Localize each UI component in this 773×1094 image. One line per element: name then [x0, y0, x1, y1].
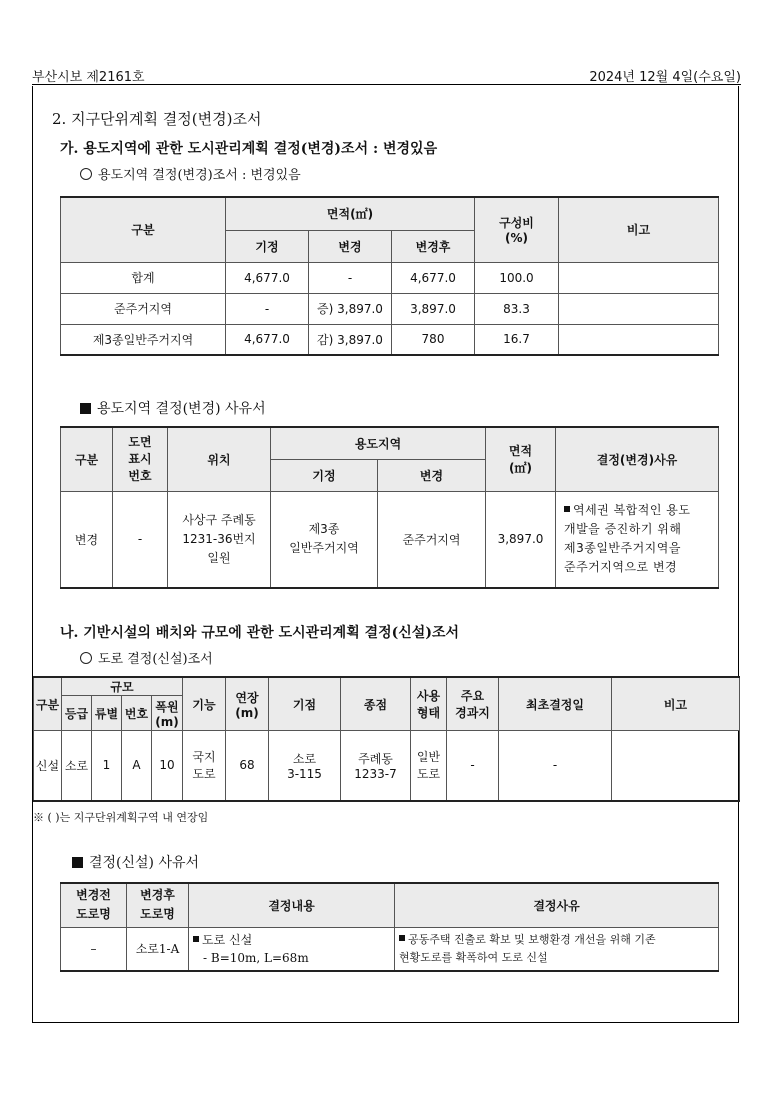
zoning-table — [60, 196, 719, 356]
table-row — [61, 324, 719, 355]
reason-b-title — [72, 852, 199, 872]
square-bullet-icon — [193, 936, 199, 942]
cell: - — [499, 731, 612, 801]
section-a-subtitle — [80, 164, 301, 183]
cell: 준주거지역 — [378, 491, 486, 588]
cell: 3,897.0 — [392, 293, 475, 324]
col-zone: 용도지역 — [271, 427, 486, 459]
col-number: 번호 — [122, 696, 152, 731]
col-note: 비고 — [612, 677, 740, 731]
cell: 소로1-A — [127, 927, 189, 971]
col-via: 주요 경과지 — [447, 677, 499, 731]
cell-function: 국지 도로 — [183, 731, 226, 801]
cell: 변경 — [61, 491, 113, 588]
cell: 3,897.0 — [486, 491, 556, 588]
col-first-decision: 최초결정일 — [499, 677, 612, 731]
col-ratio: 구성비 (%) — [475, 197, 559, 262]
table-row — [61, 262, 719, 293]
section-2-title: 2. 지구단위계획 결정(변경)조서 — [52, 110, 262, 128]
square-bullet-icon — [399, 935, 405, 941]
cell: 68 — [226, 731, 269, 801]
col-width: 폭원 (m) — [152, 696, 183, 731]
section-a-subtitle-text: 용도지역 결정(변경)조서 : 변경있음 — [98, 168, 301, 183]
cell: 합계 — [61, 262, 226, 293]
cell: 제3종일반주거지역 — [61, 324, 226, 355]
cell: 1 — [92, 731, 122, 801]
table-row — [61, 293, 719, 324]
circle-bullet-icon — [80, 652, 92, 664]
cell: - — [447, 731, 499, 801]
cell: 4,677.0 — [226, 262, 309, 293]
table-row — [61, 927, 719, 971]
col-reason: 결정사유 — [395, 883, 719, 927]
cell: - — [309, 262, 392, 293]
col-grade: 등급 — [62, 696, 92, 731]
col-gubun: 구분 — [61, 197, 226, 262]
col-length: 연장 (m) — [226, 677, 269, 731]
cell: 83.3 — [475, 293, 559, 324]
col-gubun: 구분 — [61, 427, 113, 491]
col-content: 결정내용 — [189, 883, 395, 927]
cell: - — [226, 293, 309, 324]
cell: 4,677.0 — [392, 262, 475, 293]
cell-end: 주례동 1233-7 — [341, 731, 411, 801]
cell-reason: 역세권 복합적인 용도 개발을 증진하기 위해 제3종일반주거지역을 준주거지역으로 변경 — [556, 491, 719, 588]
section-b-subtitle — [80, 648, 213, 667]
cell — [559, 324, 719, 355]
cell: 16.7 — [475, 324, 559, 355]
col-end: 종점 — [341, 677, 411, 731]
col-note: 비고 — [559, 197, 719, 262]
cell-location: 사상구 주례동 1231-36번지 일원 — [168, 491, 271, 588]
cell — [612, 731, 740, 801]
col-before: 기정 — [271, 459, 378, 491]
section-a-title: 가. 용도지역에 관한 도시관리계획 결정(변경)조서 : 변경있음 — [60, 141, 438, 157]
reason-a-title — [80, 398, 266, 418]
cell: 감) 3,897.0 — [309, 324, 392, 355]
col-scale: 규모 — [62, 677, 183, 696]
road-reason-table — [60, 882, 719, 972]
col-before: 기정 — [226, 230, 309, 262]
cell: 780 — [392, 324, 475, 355]
cell: 10 — [152, 731, 183, 801]
cell: 4,677.0 — [226, 324, 309, 355]
section-b-title: 나. 기반시설의 배치와 규모에 관한 도시관리계획 결정(신설)조서 — [60, 625, 459, 641]
section-b-subtitle-text: 도로 결정(신설)조서 — [98, 652, 213, 667]
square-bullet-icon — [72, 857, 83, 868]
col-change: 변경 — [309, 230, 392, 262]
cell: 소로 — [62, 731, 92, 801]
cell: – — [61, 927, 127, 971]
circle-bullet-icon — [80, 168, 92, 180]
col-after: 변경후 — [392, 230, 475, 262]
table-row — [61, 491, 719, 588]
header-rule — [32, 84, 741, 85]
col-area: 면적 (㎡) — [486, 427, 556, 491]
reason-a-title-text: 용도지역 결정(변경) 사유서 — [97, 401, 266, 417]
bulletin-issue: 부산시보 제2161호 — [32, 70, 145, 85]
cell-reason: 공동주택 진출로 확보 및 보행환경 개선을 위해 기존 현황도로를 확폭하여 도로 신설 — [395, 927, 719, 971]
cell: 100.0 — [475, 262, 559, 293]
square-bullet-icon — [80, 403, 91, 414]
road-table — [33, 676, 740, 802]
cell — [559, 293, 719, 324]
col-area: 면적(㎡) — [226, 197, 475, 230]
col-type: 류별 — [92, 696, 122, 731]
cell-content: 도로 신설 - B=10m, L=68m — [189, 927, 395, 971]
square-bullet-icon — [564, 506, 570, 512]
col-gubun: 구분 — [34, 677, 62, 731]
col-location: 위치 — [168, 427, 271, 491]
bulletin-date: 2024년 12월 4일(수요일) — [589, 70, 741, 85]
cell: 증) 3,897.0 — [309, 293, 392, 324]
cell: A — [122, 731, 152, 801]
table-row — [34, 731, 740, 801]
col-reason: 결정(변경)사유 — [556, 427, 719, 491]
col-after-road: 변경후 도로명 — [127, 883, 189, 927]
cell-use: 일반 도로 — [411, 731, 447, 801]
col-before-road: 변경전 도로명 — [61, 883, 127, 927]
reason-b-title-text: 결정(신설) 사유서 — [89, 855, 200, 871]
cell-before: 제3종 일반주거지역 — [271, 491, 378, 588]
cell — [559, 262, 719, 293]
cell: 신설 — [34, 731, 62, 801]
cell-start: 소로 3-115 — [269, 731, 341, 801]
col-map-no: 도면 표시 번호 — [113, 427, 168, 491]
zoning-reason-table — [60, 426, 719, 589]
cell: - — [113, 491, 168, 588]
col-function: 기능 — [183, 677, 226, 731]
road-footnote: ※ ( )는 지구단위계획구역 내 연장임 — [33, 811, 209, 824]
col-change: 변경 — [378, 459, 486, 491]
col-use: 사용 형태 — [411, 677, 447, 731]
cell: 준주거지역 — [61, 293, 226, 324]
col-start: 기점 — [269, 677, 341, 731]
